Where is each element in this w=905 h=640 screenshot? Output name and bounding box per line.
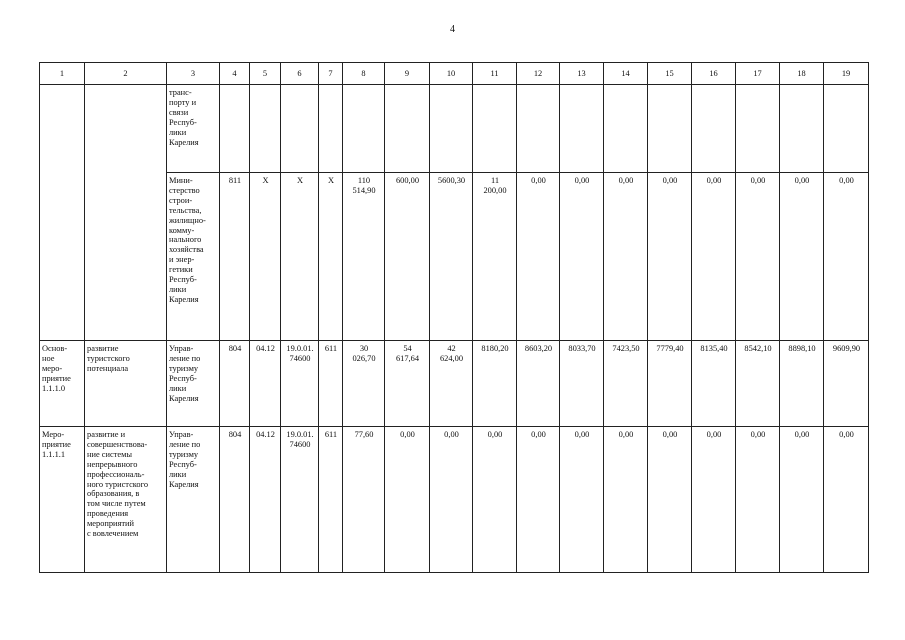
- value-cell: 0,00: [604, 173, 648, 341]
- value-cell: 0,00: [824, 427, 869, 573]
- measure-name-cell: развитие и совершенствова- ние системы непрерывного профессиональ- ного туристского образования, в том числе путем проведения мероприятий с вовлечением: [85, 427, 167, 573]
- header-cell: 5: [250, 63, 281, 85]
- vr-cell: [319, 85, 343, 173]
- header-cell: 17: [736, 63, 780, 85]
- value-cell: 8135,40: [692, 341, 736, 427]
- header-cell: 19: [824, 63, 869, 85]
- value-cell: 8603,20: [517, 341, 560, 427]
- value-cell: [736, 85, 780, 173]
- value-cell: 0,00: [517, 173, 560, 341]
- executor-cell: Мини- стерство строи- тельства, жилищно- комму- нального хозяйства и энер- гетики Респуб- лики Карелия: [167, 173, 220, 341]
- vr-cell: 611: [319, 341, 343, 427]
- value-cell: [385, 85, 430, 173]
- value-cell: 42 624,00: [430, 341, 473, 427]
- value-cell: 30 026,70: [343, 341, 385, 427]
- value-cell: 0,00: [648, 427, 692, 573]
- value-cell: 7779,40: [648, 341, 692, 427]
- value-cell: [780, 85, 824, 173]
- csr-cell: [281, 85, 319, 173]
- rzpr-cell: [250, 85, 281, 173]
- value-cell: 0,00: [430, 427, 473, 573]
- measure-code-cell: Меро- приятие 1.1.1.1: [40, 427, 85, 573]
- value-cell: 110 514,90: [343, 173, 385, 341]
- value-cell: 0,00: [560, 427, 604, 573]
- value-cell: 0,00: [780, 173, 824, 341]
- table-row: [40, 427, 869, 573]
- header-cell: 7: [319, 63, 343, 85]
- value-cell: 8898,10: [780, 341, 824, 427]
- rzpr-cell: 04.12: [250, 427, 281, 573]
- measure-code-cell: Основ- ное меро- приятие 1.1.1.0: [40, 341, 85, 427]
- value-cell: [692, 85, 736, 173]
- value-cell: [560, 85, 604, 173]
- csr-cell: 19.0.01. 74600: [281, 427, 319, 573]
- value-cell: 8033,70: [560, 341, 604, 427]
- vr-cell: 611: [319, 427, 343, 573]
- header-cell: 8: [343, 63, 385, 85]
- header-cell: 18: [780, 63, 824, 85]
- header-cell: 2: [85, 63, 167, 85]
- value-cell: 0,00: [736, 427, 780, 573]
- value-cell: [473, 85, 517, 173]
- rzpr-cell: Х: [250, 173, 281, 341]
- executor-cell: Управ- ление по туризму Респуб- лики Карелия: [167, 427, 220, 573]
- table-row: [40, 341, 869, 427]
- vr-cell: Х: [319, 173, 343, 341]
- grbs-cell: 811: [220, 173, 250, 341]
- header-cell: 1: [40, 63, 85, 85]
- value-cell: 0,00: [692, 173, 736, 341]
- budget-table: [39, 62, 869, 573]
- value-cell: 0,00: [604, 427, 648, 573]
- rzpr-cell: 04.12: [250, 341, 281, 427]
- header-row: [40, 63, 869, 85]
- measure-name-cell: развитие туристского потенциала: [85, 341, 167, 427]
- value-cell: [604, 85, 648, 173]
- header-cell: 15: [648, 63, 692, 85]
- page-number: 4: [450, 24, 455, 35]
- value-cell: [430, 85, 473, 173]
- header-cell: 13: [560, 63, 604, 85]
- value-cell: 0,00: [736, 173, 780, 341]
- value-cell: 5600,30: [430, 173, 473, 341]
- header-cell: 3: [167, 63, 220, 85]
- value-cell: 0,00: [473, 427, 517, 573]
- grbs-cell: 804: [220, 341, 250, 427]
- header-cell: 10: [430, 63, 473, 85]
- table-row: [40, 85, 869, 173]
- measure-code-cell: [40, 85, 85, 341]
- header-cell: 9: [385, 63, 430, 85]
- executor-cell: транс- порту и связи Респуб- лики Карелия: [167, 85, 220, 173]
- csr-cell: 19.0.01. 74600: [281, 341, 319, 427]
- value-cell: 600,00: [385, 173, 430, 341]
- header-cell: 16: [692, 63, 736, 85]
- csr-cell: Х: [281, 173, 319, 341]
- grbs-cell: [220, 85, 250, 173]
- value-cell: [824, 85, 869, 173]
- executor-cell: Управ- ление по туризму Респуб- лики Карелия: [167, 341, 220, 427]
- value-cell: [343, 85, 385, 173]
- value-cell: 0,00: [780, 427, 824, 573]
- value-cell: 0,00: [692, 427, 736, 573]
- value-cell: 0,00: [648, 173, 692, 341]
- header-cell: 11: [473, 63, 517, 85]
- value-cell: 0,00: [560, 173, 604, 341]
- value-cell: 8542,10: [736, 341, 780, 427]
- value-cell: [517, 85, 560, 173]
- value-cell: 11 200,00: [473, 173, 517, 341]
- value-cell: 0,00: [824, 173, 869, 341]
- value-cell: 0,00: [517, 427, 560, 573]
- value-cell: 9609,90: [824, 341, 869, 427]
- value-cell: 7423,50: [604, 341, 648, 427]
- value-cell: 54 617,64: [385, 341, 430, 427]
- grbs-cell: 804: [220, 427, 250, 573]
- header-cell: 12: [517, 63, 560, 85]
- value-cell: 8180,20: [473, 341, 517, 427]
- value-cell: [648, 85, 692, 173]
- header-cell: 6: [281, 63, 319, 85]
- header-cell: 4: [220, 63, 250, 85]
- value-cell: 77,60: [343, 427, 385, 573]
- header-cell: 14: [604, 63, 648, 85]
- value-cell: 0,00: [385, 427, 430, 573]
- measure-name-cell: [85, 85, 167, 341]
